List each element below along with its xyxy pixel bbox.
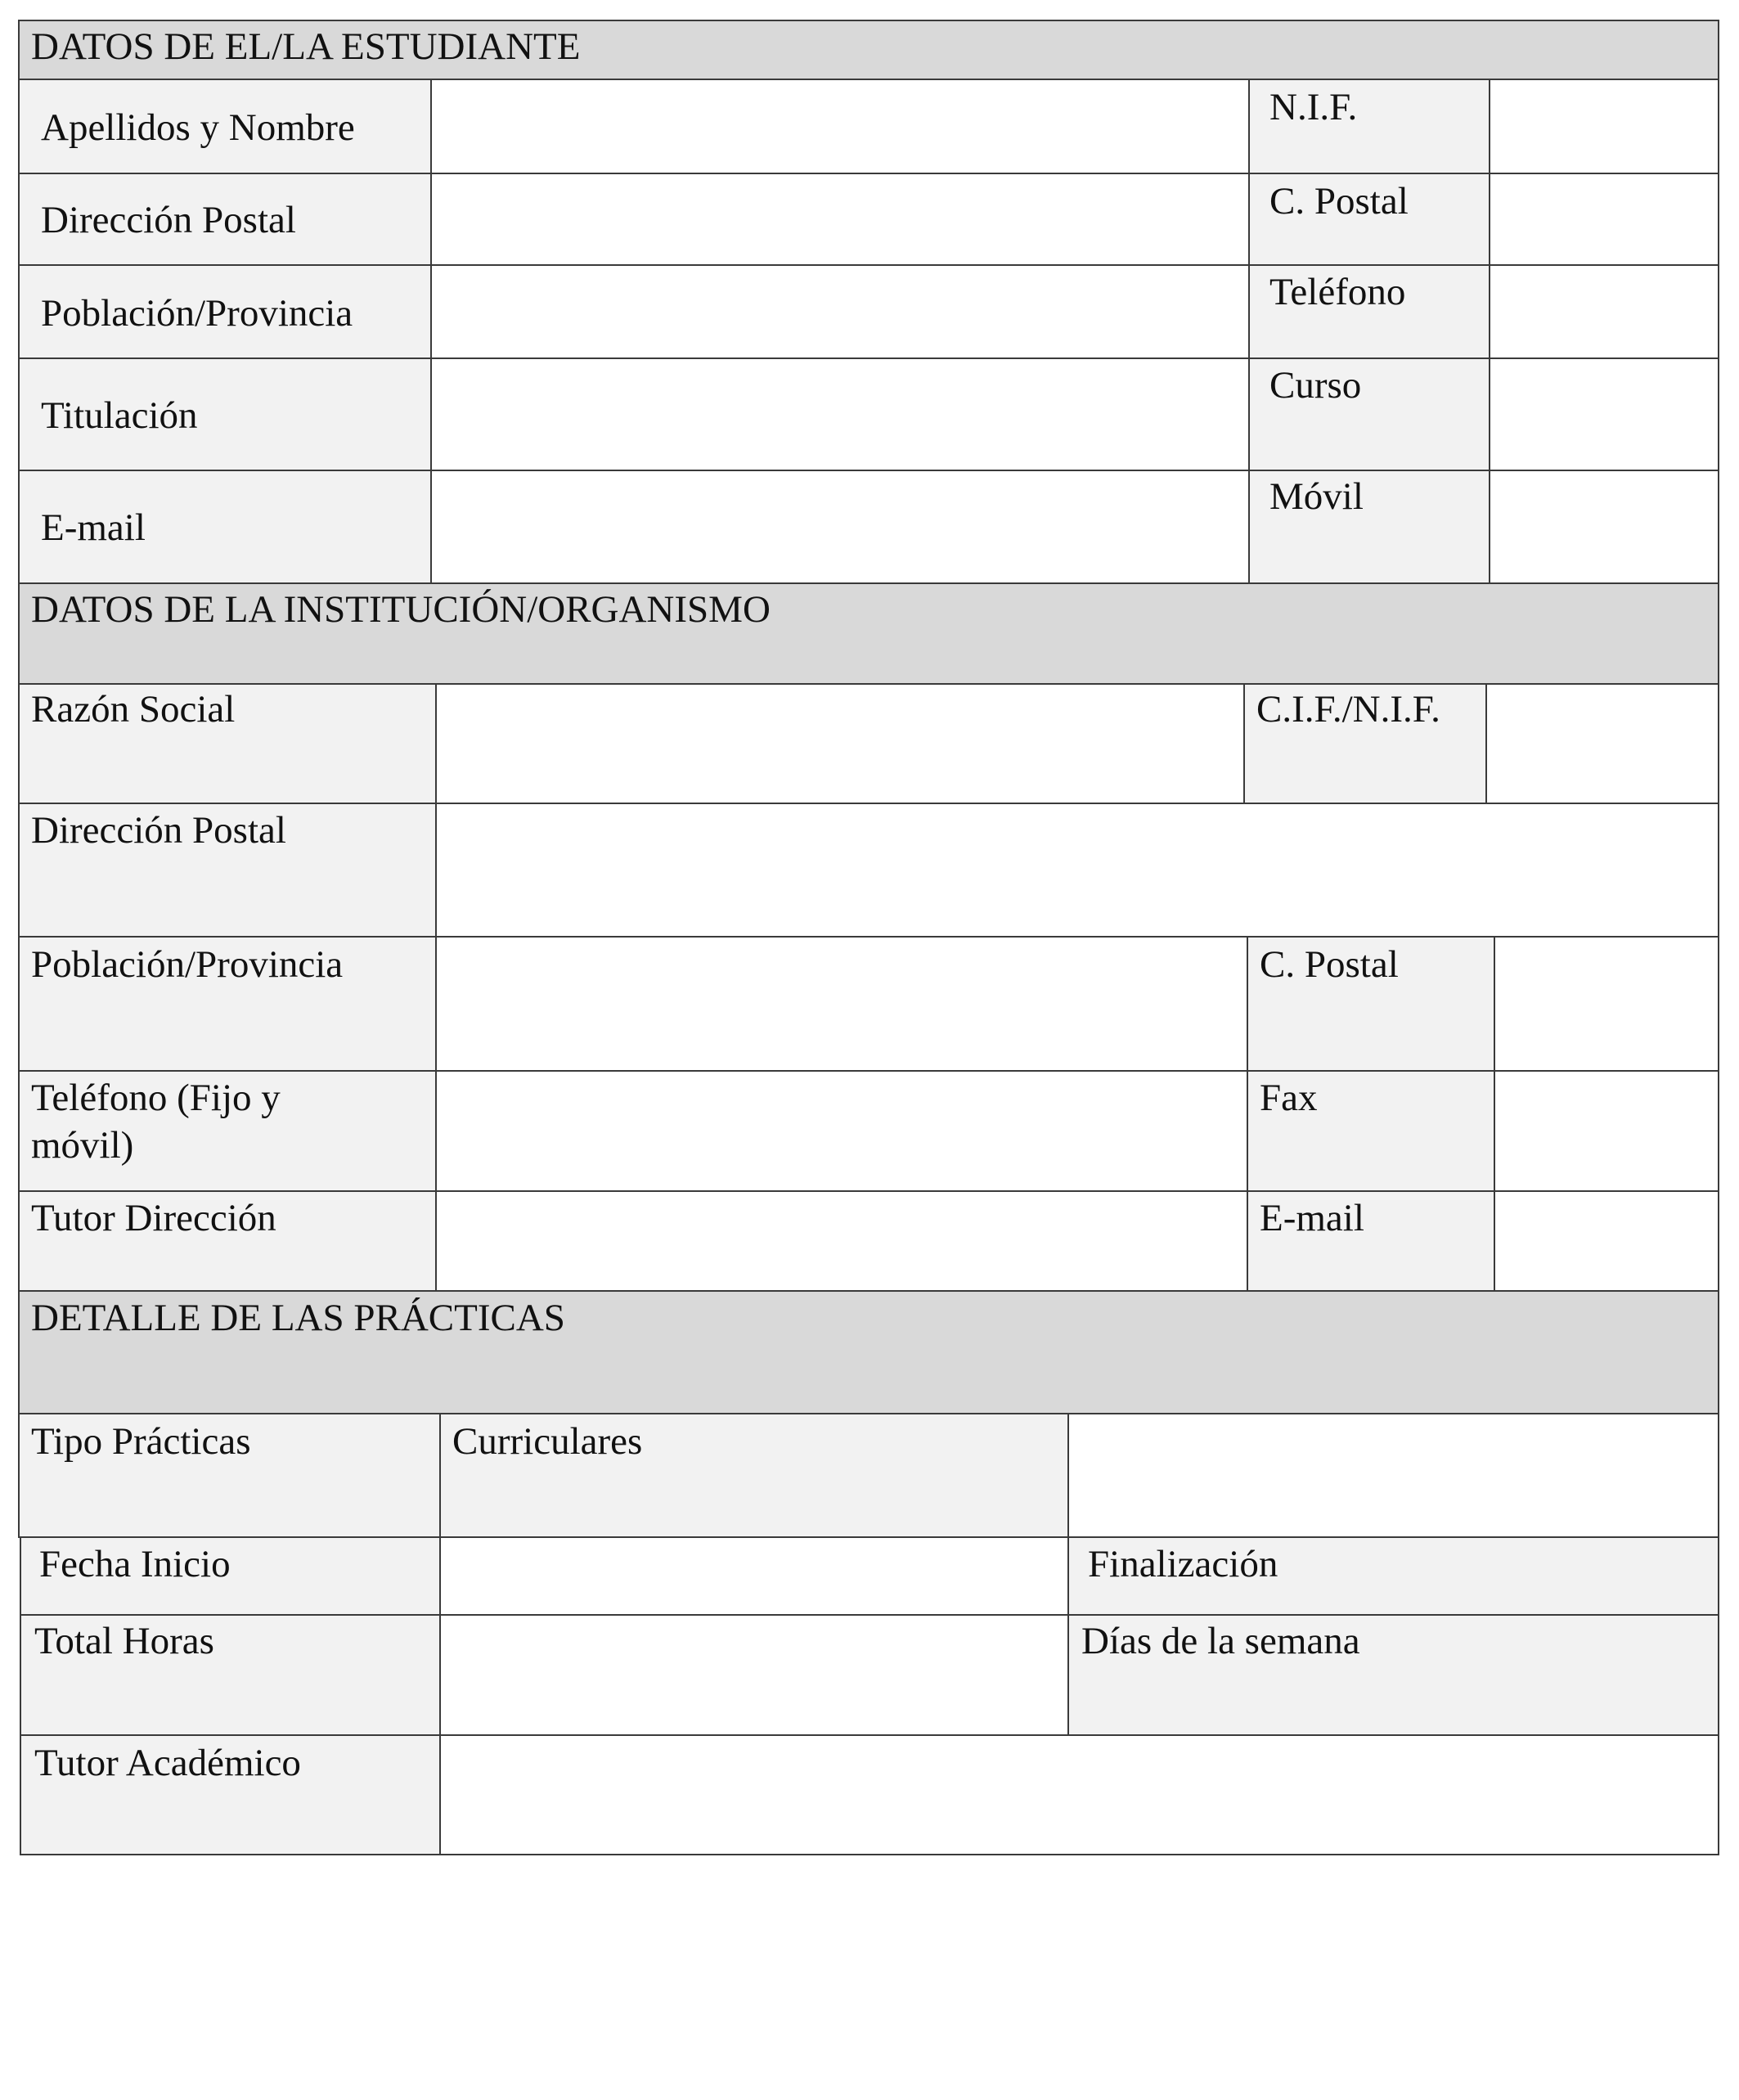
institution-postal-field[interactable] bbox=[1494, 936, 1719, 1072]
institution-city-label: Población/Provincia bbox=[31, 943, 344, 986]
student-mobile-field[interactable] bbox=[1489, 470, 1719, 584]
internship-days-label: Días de la semana bbox=[1081, 1620, 1360, 1662]
internship-type-value: Curriculares bbox=[452, 1420, 643, 1463]
internship-start-field[interactable] bbox=[439, 1536, 1069, 1616]
student-mobile-label: Móvil bbox=[1269, 475, 1364, 518]
internship-end-label: Finalización bbox=[1088, 1543, 1278, 1585]
student-postal-field[interactable] bbox=[1489, 173, 1719, 266]
internship-hours-label: Total Horas bbox=[34, 1620, 214, 1662]
internship-type-label: Tipo Prácticas bbox=[31, 1420, 251, 1463]
student-address-label: Dirección Postal bbox=[41, 199, 296, 241]
institution-company-label: Razón Social bbox=[31, 688, 236, 731]
institution-fax-label: Fax bbox=[1260, 1077, 1318, 1119]
internship-hours-field[interactable] bbox=[439, 1614, 1069, 1736]
student-city-field[interactable] bbox=[430, 264, 1250, 359]
student-degree-field[interactable] bbox=[430, 357, 1250, 471]
institution-cif-label: C.I.F./N.I.F. bbox=[1256, 688, 1440, 731]
internship-academic-tutor-field[interactable] bbox=[439, 1734, 1719, 1855]
institution-postal-label: C. Postal bbox=[1260, 943, 1399, 986]
student-nif-field[interactable] bbox=[1489, 79, 1719, 174]
institution-section-title: DATOS DE LA INSTITUCIÓN/ORGANISMO bbox=[31, 588, 771, 631]
institution-city-field[interactable] bbox=[435, 936, 1248, 1072]
student-postal-label: C. Postal bbox=[1269, 180, 1409, 223]
internship-section-title: DETALLE DE LAS PRÁCTICAS bbox=[31, 1297, 565, 1339]
internship-type-field[interactable] bbox=[1067, 1413, 1719, 1538]
student-address-field[interactable] bbox=[430, 173, 1250, 266]
institution-cif-field[interactable] bbox=[1485, 683, 1719, 804]
student-email-field[interactable] bbox=[430, 470, 1250, 584]
institution-company-field[interactable] bbox=[435, 683, 1245, 804]
student-phone-label: Teléfono bbox=[1269, 271, 1406, 313]
institution-tutor-label: Tutor Dirección bbox=[31, 1197, 276, 1239]
student-section-title: DATOS DE EL/LA ESTUDIANTE bbox=[31, 25, 581, 68]
institution-phone-label: Teléfono (Fijo y móvil) bbox=[31, 1077, 281, 1167]
student-phone-field[interactable] bbox=[1489, 264, 1719, 359]
student-name-label: Apellidos y Nombre bbox=[41, 106, 355, 149]
institution-address-label: Dirección Postal bbox=[31, 809, 286, 852]
institution-phone-field[interactable] bbox=[435, 1070, 1248, 1192]
institution-address-field[interactable] bbox=[435, 803, 1719, 938]
institution-tutor-field[interactable] bbox=[435, 1190, 1248, 1292]
student-degree-label: Titulación bbox=[41, 394, 198, 437]
student-nif-label: N.I.F. bbox=[1269, 86, 1358, 128]
student-name-field[interactable] bbox=[430, 79, 1250, 174]
student-course-label: Curso bbox=[1269, 364, 1362, 407]
internship-start-label: Fecha Inicio bbox=[39, 1543, 231, 1585]
institution-email-field[interactable] bbox=[1494, 1190, 1719, 1292]
institution-fax-field[interactable] bbox=[1494, 1070, 1719, 1192]
student-course-field[interactable] bbox=[1489, 357, 1719, 471]
institution-email-label: E-mail bbox=[1260, 1197, 1364, 1239]
student-email-label: E-mail bbox=[41, 506, 146, 549]
student-city-label: Población/Provincia bbox=[41, 292, 353, 335]
internship-academic-tutor-label: Tutor Académico bbox=[34, 1742, 301, 1784]
